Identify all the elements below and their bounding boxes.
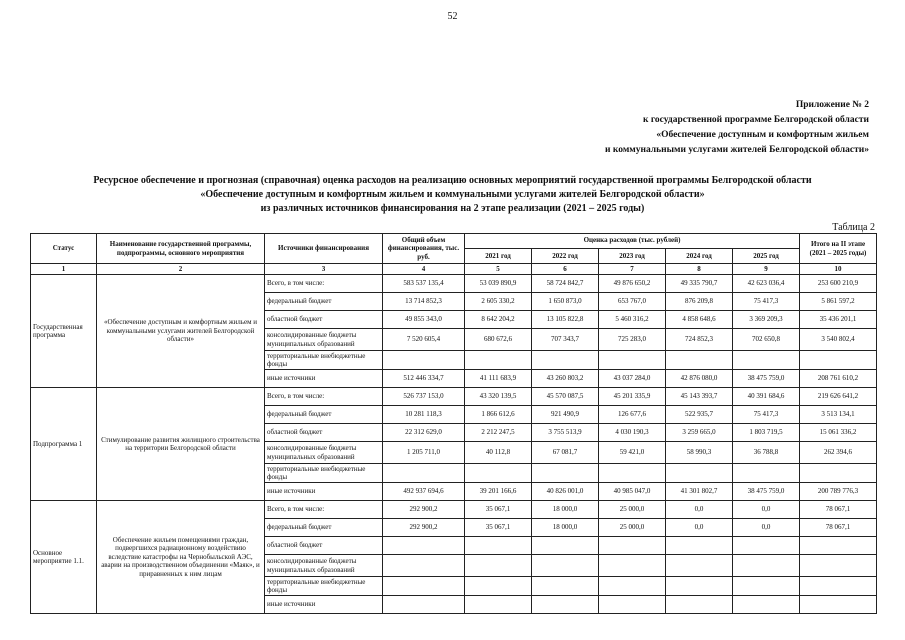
row-name: Обеспечение жильем помещениями граждан, подвергшихся радиационному воздействию вследствие катастрофы на Чернобыльской АЭС, аварии на производственном объединении «Маяк», и приравненных к ним лицам	[97, 501, 265, 614]
cell-y2024: 42 876 080,0	[666, 370, 733, 388]
cell-y2025: 75 417,3	[733, 293, 800, 311]
cell-y2025	[733, 464, 800, 483]
row-source: территориальные внебюджетные фонды	[265, 464, 383, 483]
header-year: 2021 год	[465, 249, 532, 264]
cell-total: 583 537 135,4	[383, 275, 465, 293]
header-year: 2025 год	[733, 249, 800, 264]
cell-y2023: 725 283,0	[599, 329, 666, 351]
cell-total	[383, 577, 465, 596]
cell-y2024: 3 259 665,0	[666, 424, 733, 442]
appendix-heading	[605, 98, 869, 158]
cell-y2025: 702 650,8	[733, 329, 800, 351]
cell-y2021	[465, 577, 532, 596]
cell-y2024	[666, 351, 733, 370]
cell-total	[383, 555, 465, 577]
cell-y2022	[532, 596, 599, 614]
cell-itogo: 3 513 134,1	[800, 406, 877, 424]
row-source: консолидированные бюджеты муниципальных образований	[265, 555, 383, 577]
cell-y2023: 25 000,0	[599, 519, 666, 537]
header-year: 2022 год	[532, 249, 599, 264]
cell-y2021: 2 212 247,5	[465, 424, 532, 442]
cell-y2023	[599, 555, 666, 577]
title-line: Ресурсное обеспечение и прогнозная (справочная) оценка расходов на реализацию основных мероприятий государственной программы Белгородской области	[93, 175, 812, 186]
cell-y2024	[666, 464, 733, 483]
cell-y2022: 13 105 822,8	[532, 311, 599, 329]
cell-y2022: 921 490,9	[532, 406, 599, 424]
cell-total: 22 312 629,0	[383, 424, 465, 442]
cell-y2022: 40 826 001,0	[532, 483, 599, 501]
cell-y2025: 1 803 719,5	[733, 424, 800, 442]
cell-itogo: 253 600 210,9	[800, 275, 877, 293]
appendix-line: «Обеспечение доступным и комфортным жильем	[656, 130, 869, 140]
table-label: Таблица 2	[832, 222, 875, 233]
header-estimate: Оценка расходов (тыс. рублей)	[465, 234, 800, 249]
row-source: иные источники	[265, 370, 383, 388]
cell-itogo	[800, 351, 877, 370]
cell-total	[383, 537, 465, 555]
appendix-line: к государственной программе Белгородской области	[642, 115, 869, 125]
header-itogo: Итого на II этапе (2021 – 2025 годы)	[800, 234, 877, 264]
row-source: областной бюджет	[265, 311, 383, 329]
cell-itogo: 15 061 336,2	[800, 424, 877, 442]
cell-itogo: 5 861 597,2	[800, 293, 877, 311]
cell-total	[383, 351, 465, 370]
cell-y2025: 3 369 209,3	[733, 311, 800, 329]
cell-y2023: 59 421,0	[599, 442, 666, 464]
cell-y2021	[465, 555, 532, 577]
cell-total: 13 714 852,3	[383, 293, 465, 311]
cell-y2023	[599, 351, 666, 370]
row-source: консолидированные бюджеты муниципальных образований	[265, 329, 383, 351]
cell-y2021	[465, 537, 532, 555]
header-status: Статус	[31, 234, 97, 264]
cell-y2024: 876 209,8	[666, 293, 733, 311]
cell-y2025: 75 417,3	[733, 406, 800, 424]
cell-y2023: 126 677,6	[599, 406, 666, 424]
document-title	[0, 174, 905, 216]
cell-y2025	[733, 577, 800, 596]
cell-itogo: 78 067,1	[800, 501, 877, 519]
cell-total: 526 737 153,0	[383, 388, 465, 406]
row-source: федеральный бюджет	[265, 293, 383, 311]
cell-y2021: 53 039 890,9	[465, 275, 532, 293]
row-source: иные источники	[265, 483, 383, 501]
title-line: «Обеспечение доступным и комфортным жильем и коммунальными услугами жителей Белгородской области»	[200, 189, 705, 200]
table-row	[31, 388, 877, 406]
cell-itogo: 262 394,6	[800, 442, 877, 464]
cell-y2022	[532, 555, 599, 577]
cell-total: 10 281 118,3	[383, 406, 465, 424]
row-source: областной бюджет	[265, 537, 383, 555]
column-number: 4	[383, 264, 465, 275]
row-source: федеральный бюджет	[265, 406, 383, 424]
cell-y2022: 18 000,0	[532, 519, 599, 537]
cell-total: 492 937 694,6	[383, 483, 465, 501]
page-number: 52	[447, 11, 458, 22]
cell-itogo: 78 067,1	[800, 519, 877, 537]
cell-y2025	[733, 596, 800, 614]
cell-itogo	[800, 555, 877, 577]
cell-y2022: 67 081,7	[532, 442, 599, 464]
cell-y2022	[532, 464, 599, 483]
appendix-line: и коммунальными услугами жителей Белгородской области»	[605, 145, 869, 155]
cell-y2023: 49 876 650,2	[599, 275, 666, 293]
cell-total	[383, 464, 465, 483]
cell-y2022: 18 000,0	[532, 501, 599, 519]
cell-itogo: 200 789 776,3	[800, 483, 877, 501]
cell-y2024	[666, 537, 733, 555]
cell-y2025: 0,0	[733, 519, 800, 537]
cell-total: 7 520 605,4	[383, 329, 465, 351]
column-number: 5	[465, 264, 532, 275]
cell-itogo: 208 761 610,2	[800, 370, 877, 388]
cell-y2025: 40 391 684,6	[733, 388, 800, 406]
cell-y2022: 707 343,7	[532, 329, 599, 351]
cell-y2025	[733, 537, 800, 555]
cell-y2023: 43 037 284,0	[599, 370, 666, 388]
cell-total: 292 900,2	[383, 501, 465, 519]
cell-y2021: 43 320 139,5	[465, 388, 532, 406]
cell-y2023: 40 985 047,0	[599, 483, 666, 501]
cell-itogo	[800, 596, 877, 614]
header-sources: Источники финансирования	[265, 234, 383, 264]
cell-y2024	[666, 555, 733, 577]
cell-y2024	[666, 596, 733, 614]
row-source: территориальные внебюджетные фонды	[265, 577, 383, 596]
cell-itogo: 3 540 802,4	[800, 329, 877, 351]
row-source: иные источники	[265, 596, 383, 614]
cell-y2021: 35 067,1	[465, 519, 532, 537]
cell-y2021: 40 112,8	[465, 442, 532, 464]
column-number: 2	[97, 264, 265, 275]
cell-y2024: 4 858 648,6	[666, 311, 733, 329]
row-status: Подпрограмма 1	[31, 388, 97, 501]
cell-y2025: 0,0	[733, 501, 800, 519]
column-number: 3	[265, 264, 383, 275]
cell-y2024: 45 143 393,7	[666, 388, 733, 406]
row-name: «Обеспечение доступным и комфортным жильем и коммунальными услугами жителей Белгородской области»	[97, 275, 265, 388]
cell-y2025: 36 788,8	[733, 442, 800, 464]
row-source: консолидированные бюджеты муниципальных образований	[265, 442, 383, 464]
cell-y2022	[532, 577, 599, 596]
row-source: Всего, в том числе:	[265, 501, 383, 519]
cell-total: 49 855 343,0	[383, 311, 465, 329]
cell-y2022: 45 570 087,5	[532, 388, 599, 406]
table-row	[31, 501, 877, 519]
cell-y2024: 49 335 790,7	[666, 275, 733, 293]
cell-y2024: 0,0	[666, 501, 733, 519]
table-row	[31, 275, 877, 293]
cell-y2021: 680 672,6	[465, 329, 532, 351]
column-number: 10	[800, 264, 877, 275]
column-number: 9	[733, 264, 800, 275]
cell-itogo: 219 626 641,2	[800, 388, 877, 406]
cell-y2023: 653 767,0	[599, 293, 666, 311]
cell-y2022	[532, 351, 599, 370]
cell-y2023: 25 000,0	[599, 501, 666, 519]
column-number: 1	[31, 264, 97, 275]
cell-total: 1 205 711,0	[383, 442, 465, 464]
row-status: Основное мероприятие 1.1.	[31, 501, 97, 614]
header-total: Общий объем финансирования, тыс. руб.	[383, 234, 465, 264]
header-name: Наименование государственной программы, подпрограммы, основного мероприятия	[97, 234, 265, 264]
row-source: Всего, в том числе:	[265, 388, 383, 406]
row-name: Стимулирование развития жилищного строительства на территории Белгородской области	[97, 388, 265, 501]
cell-total: 512 446 334,7	[383, 370, 465, 388]
cell-y2024	[666, 577, 733, 596]
appendix-line: Приложение № 2	[795, 100, 869, 110]
cell-total: 292 900,2	[383, 519, 465, 537]
cell-itogo: 35 436 201,1	[800, 311, 877, 329]
financing-table	[30, 233, 877, 614]
row-source: областной бюджет	[265, 424, 383, 442]
cell-y2023	[599, 464, 666, 483]
cell-y2022	[532, 537, 599, 555]
cell-y2025: 38 475 759,0	[733, 370, 800, 388]
cell-y2021: 2 605 330,2	[465, 293, 532, 311]
table-body	[31, 234, 877, 614]
cell-y2021	[465, 351, 532, 370]
cell-y2022: 43 260 803,2	[532, 370, 599, 388]
title-line: из различных источников финансирования на 2 этапе реализации (2021 – 2025 годы)	[260, 203, 645, 214]
cell-itogo	[800, 537, 877, 555]
cell-y2023: 4 030 190,3	[599, 424, 666, 442]
cell-y2025	[733, 555, 800, 577]
cell-y2021: 8 642 204,2	[465, 311, 532, 329]
header-year: 2024 год	[666, 249, 733, 264]
cell-y2024: 41 301 802,7	[666, 483, 733, 501]
cell-y2024: 58 990,3	[666, 442, 733, 464]
cell-y2021: 35 067,1	[465, 501, 532, 519]
header-year: 2023 год	[599, 249, 666, 264]
cell-y2021	[465, 464, 532, 483]
cell-total	[383, 596, 465, 614]
row-source: Всего, в том числе:	[265, 275, 383, 293]
cell-y2022: 58 724 842,7	[532, 275, 599, 293]
cell-y2025: 42 623 036,4	[733, 275, 800, 293]
column-number: 6	[532, 264, 599, 275]
cell-y2022: 1 650 873,0	[532, 293, 599, 311]
cell-y2021	[465, 596, 532, 614]
cell-y2023: 45 201 335,9	[599, 388, 666, 406]
cell-y2024: 724 852,3	[666, 329, 733, 351]
cell-y2022: 3 755 513,9	[532, 424, 599, 442]
row-source: территориальные внебюджетные фонды	[265, 351, 383, 370]
row-source: федеральный бюджет	[265, 519, 383, 537]
cell-y2023	[599, 596, 666, 614]
cell-y2023	[599, 537, 666, 555]
row-status: Государственная программа	[31, 275, 97, 388]
cell-itogo	[800, 464, 877, 483]
column-number: 7	[599, 264, 666, 275]
cell-y2021: 39 201 166,6	[465, 483, 532, 501]
cell-itogo	[800, 577, 877, 596]
cell-y2021: 1 866 612,6	[465, 406, 532, 424]
cell-y2025: 38 475 759,0	[733, 483, 800, 501]
cell-y2024: 522 935,7	[666, 406, 733, 424]
column-number: 8	[666, 264, 733, 275]
cell-y2025	[733, 351, 800, 370]
cell-y2023	[599, 577, 666, 596]
cell-y2021: 41 111 683,9	[465, 370, 532, 388]
cell-y2023: 5 460 316,2	[599, 311, 666, 329]
cell-y2024: 0,0	[666, 519, 733, 537]
